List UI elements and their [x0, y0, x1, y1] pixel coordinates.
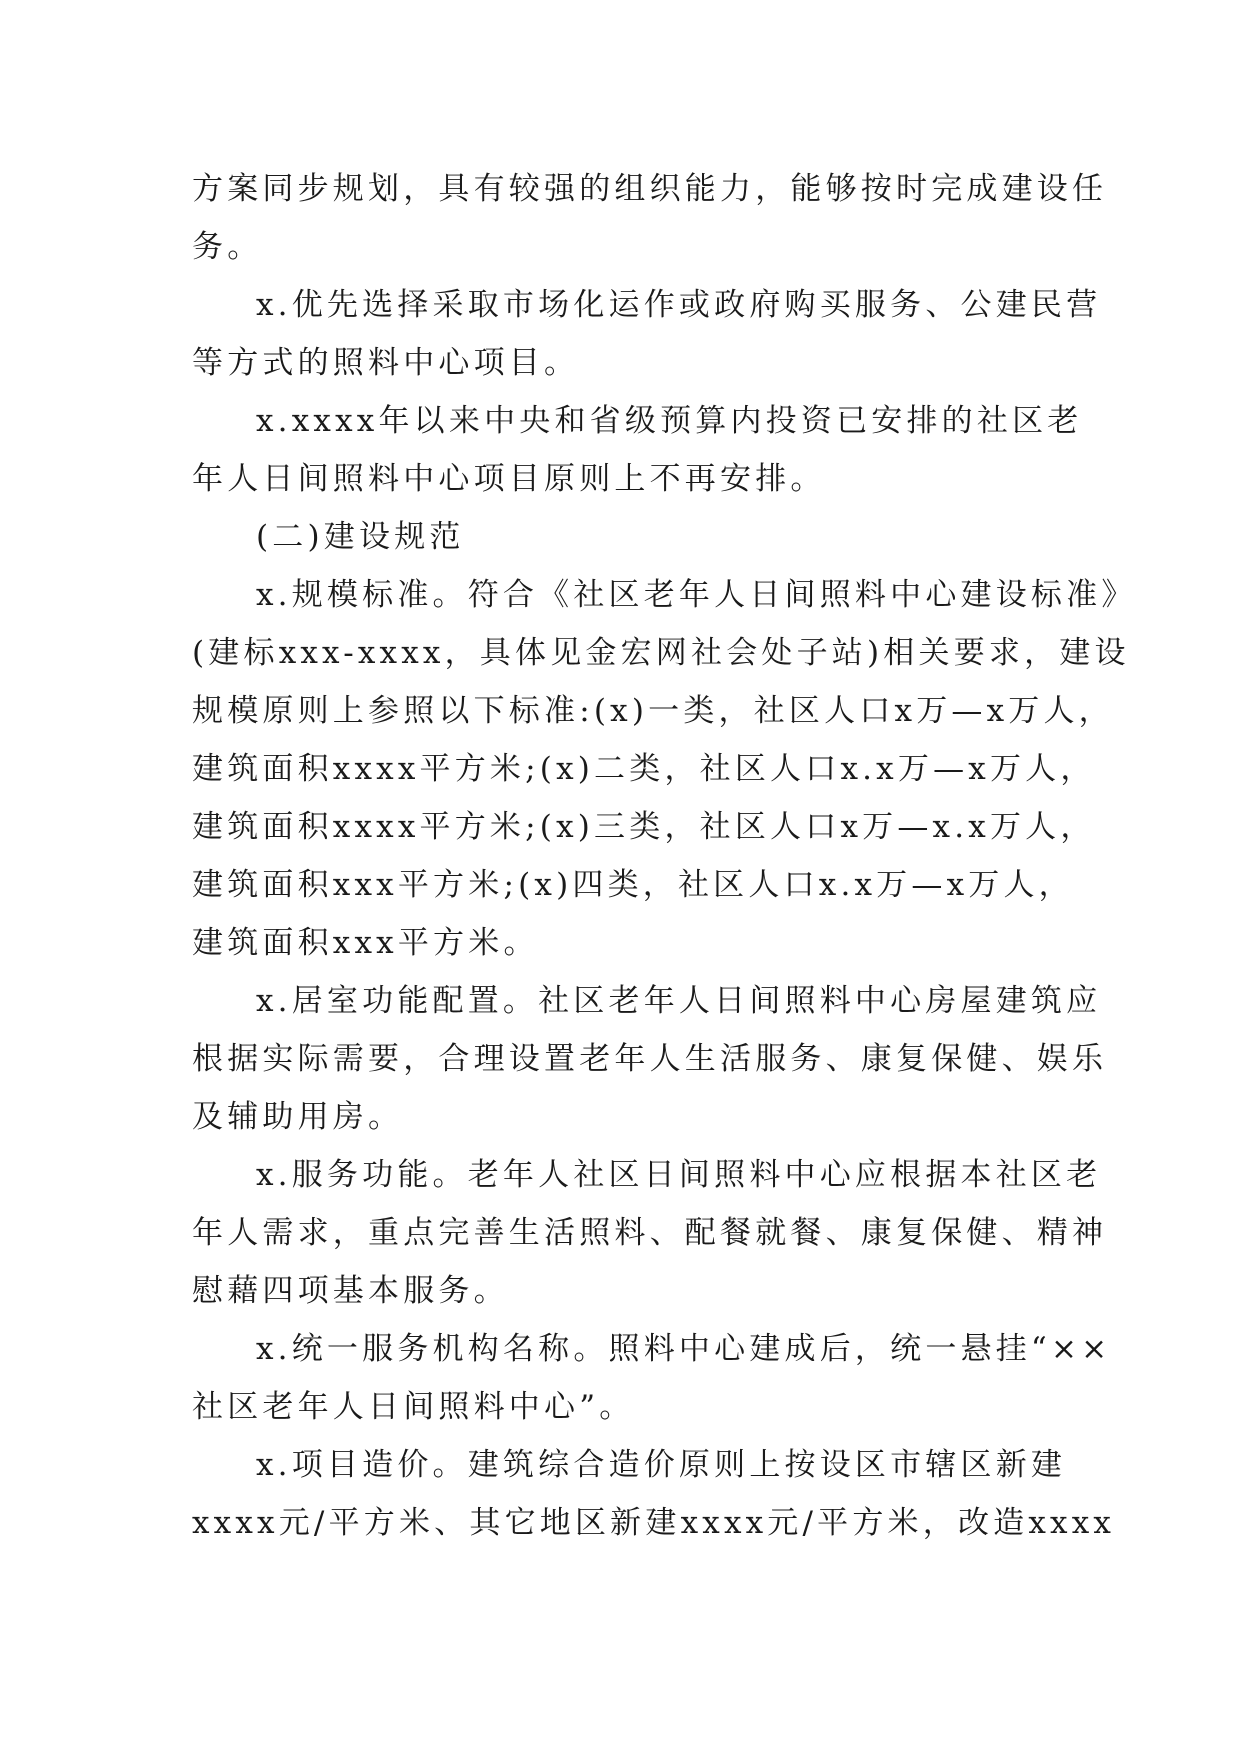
- text-line: 规模原则上参照以下标准:(x)一类，社区人口x万—x万人，: [192, 693, 1114, 729]
- text-line: (建标xxx-xxxx，具体见金宏网社会处子站)相关要求，建设: [192, 635, 1130, 671]
- text-line: 年人日间照料中心项目原则上不再安排。: [192, 461, 826, 497]
- text-line: 务。: [192, 229, 263, 265]
- text-line: 方案同步规划，具有较强的组织能力，能够按时完成建设任: [192, 171, 1108, 207]
- text-line: 建筑面积xxx平方米。: [192, 925, 539, 961]
- text-line: x.项目造价。建筑综合造价原则上按设区市辖区新建: [256, 1447, 1067, 1483]
- text-line: x.规模标准。符合《社区老年人日间照料中心建设标准》: [256, 577, 1137, 613]
- text-line: 社区老年人日间照料中心”。: [192, 1389, 635, 1425]
- text-line: x.xxxx年以来中央和省级预算内投资已安排的社区老: [256, 403, 1083, 439]
- text-line: 根据实际需要，合理设置老年人生活服务、康复保健、娱乐: [192, 1041, 1108, 1077]
- document-body: [192, 160, 1137, 1552]
- text-line: 等方式的照料中心项目。: [192, 345, 580, 381]
- text-line: x.统一服务机构名称。照料中心建成后，统一悬挂“××: [256, 1331, 1112, 1367]
- text-line: (二)建设规范: [256, 519, 465, 555]
- text-line: x.优先选择采取市场化运作或政府购买服务、公建民营: [256, 287, 1102, 323]
- text-line: 建筑面积xxxx平方米;(x)二类，社区人口x.x万—x万人，: [192, 751, 1096, 787]
- text-line: xxxx元/平方米、其它地区新建xxxx元/平方米，改造xxxx: [192, 1505, 1116, 1541]
- text-line: x.服务功能。老年人社区日间照料中心应根据本社区老: [256, 1157, 1102, 1193]
- text-line: 建筑面积xxx平方米;(x)四类，社区人口x.x万—x万人，: [192, 867, 1074, 903]
- text-line: 年人需求，重点完善生活照料、配餐就餐、康复保健、精神: [192, 1215, 1108, 1251]
- text-line: x.居室功能配置。社区老年人日间照料中心房屋建筑应: [256, 983, 1102, 1019]
- text-line: 慰藉四项基本服务。: [192, 1273, 509, 1309]
- text-line: 建筑面积xxxx平方米;(x)三类，社区人口x万—x.x万人，: [192, 809, 1096, 845]
- text-line: 及辅助用房。: [192, 1099, 404, 1135]
